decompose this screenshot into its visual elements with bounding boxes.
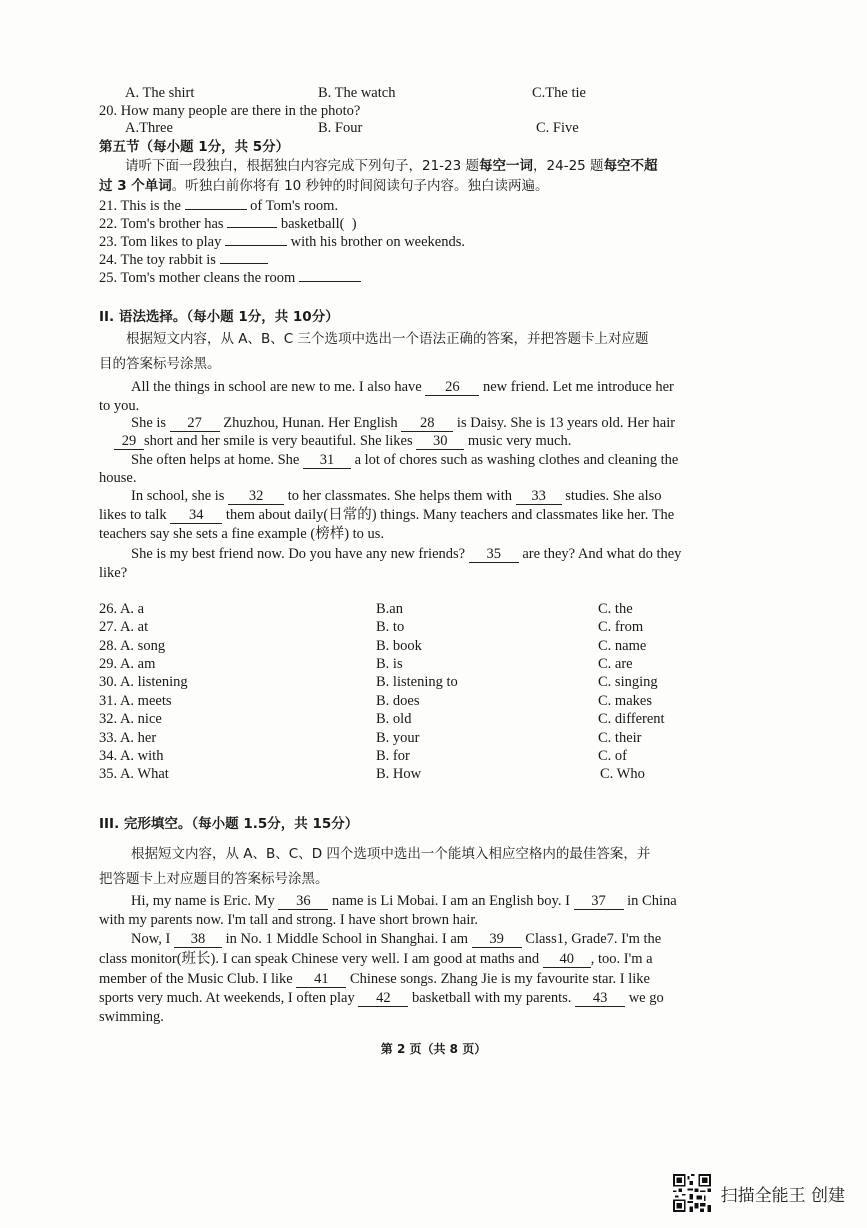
passage-p1-line1: All the things in school are new to me. I also have 26 new friend. Let me introduce her	[131, 379, 674, 395]
passage-p1-line2: to you.	[99, 398, 140, 414]
option-c[interactable]: C. from	[598, 619, 644, 635]
cloze-p2-line1: Now, I 38 in No. 1 Middle School in Shanghai. I am 39 Class1, Grade7. I'm the	[131, 931, 662, 947]
blank-31[interactable]: 31	[303, 453, 351, 469]
option-a[interactable]: 34. A. with	[99, 748, 164, 764]
option-c[interactable]: C. the	[598, 601, 633, 617]
option-b[interactable]: B. your	[376, 730, 420, 746]
option-c[interactable]: C. Who	[600, 766, 645, 782]
blank-33[interactable]: 33	[516, 489, 562, 505]
cloze-p2-line3: member of the Music Club. I like 41 Chinese songs. Zhang Jie is my favourite star. I like	[99, 971, 650, 987]
q19-option-a: A. The shirt	[125, 85, 195, 101]
blank-40[interactable]: 40	[543, 952, 591, 968]
blank-28[interactable]: 28	[401, 416, 453, 432]
blank-26[interactable]: 26	[425, 380, 479, 396]
option-a[interactable]: 28. A. song	[99, 638, 166, 654]
blank-38[interactable]: 38	[174, 932, 222, 948]
part2-title: II. 语法选择。（每小题 1分，共 10分）	[99, 309, 339, 325]
cloze-p1-line2: with my parents now. I'm tall and strong. I have short brown hair.	[99, 912, 479, 928]
passage-p2-line1: She is 27 Zhuzhou, Hunan. Her English 28 is Daisy. She is 13 years old. Her hair	[131, 415, 676, 431]
option-b[interactable]: B. is	[376, 656, 403, 672]
q19-option-b: B. The watch	[318, 85, 396, 101]
option-b[interactable]: B. book	[376, 638, 422, 654]
option-b[interactable]: B. for	[376, 748, 410, 764]
cloze-p2-line4: sports very much. At weekends, I often play 42 basketball with my parents. 43 we go	[99, 990, 664, 1006]
blank-36[interactable]: 36	[278, 894, 328, 910]
option-b[interactable]: B. to	[376, 619, 405, 635]
passage-p5-line2: like?	[99, 565, 128, 581]
option-a[interactable]: 30. A. listening	[99, 674, 188, 690]
cloze-p1-line1: Hi, my name is Eric. My 36 name is Li Mobai. I am an English boy. I 37 in China	[131, 893, 677, 909]
option-a[interactable]: 32. A. nice	[99, 711, 162, 727]
option-b[interactable]: B. does	[376, 693, 420, 709]
option-c[interactable]: C. their	[598, 730, 642, 746]
blank-42[interactable]: 42	[358, 991, 408, 1007]
watermark-text: 扫描全能王 创建	[720, 1185, 845, 1206]
section5-instruction-line1: 请听下面一段独白，根据独白内容完成下列句子，21-23 题每空一词，24-25 题每空不超	[125, 158, 658, 174]
answer-blank[interactable]	[225, 245, 287, 246]
passage-p4-line3: teachers say she sets a fine example (榜样) to us.	[99, 526, 385, 542]
q20-option-a: A.Three	[125, 120, 173, 136]
option-a[interactable]: 31. A. meets	[99, 693, 172, 709]
passage-p5-line1: She is my best friend now. Do you have any new friends? 35 are they? And what do they	[131, 546, 682, 562]
page-number: 第 2 页（共 8 页）	[380, 1042, 487, 1056]
scanner-watermark	[673, 1173, 845, 1213]
blank-27[interactable]: 27	[170, 416, 220, 432]
q20-stem: 20. How many people are there in the photo?	[99, 103, 361, 119]
option-c[interactable]: C. of	[598, 748, 627, 764]
q22-suffix: basketball( )	[280, 216, 357, 232]
answer-blank[interactable]	[227, 227, 277, 228]
part3-title: III. 完形填空。（每小题 1.5分，共 15分）	[99, 816, 359, 832]
blank-32[interactable]: 32	[228, 489, 284, 505]
passage-p3-line2: house.	[99, 470, 137, 486]
answer-blank[interactable]	[220, 263, 268, 264]
part2-instruction-line2: 目的答案标号涂黑。	[99, 356, 221, 372]
blank-30[interactable]: 30	[416, 434, 464, 450]
blank-37[interactable]: 37	[574, 894, 624, 910]
blank-35[interactable]: 35	[469, 547, 519, 563]
option-a[interactable]: 26. A. a	[99, 601, 145, 617]
blank-43[interactable]: 43	[575, 991, 625, 1007]
passage-p2-line2: 29 short and her smile is very beautiful. She likes 30 music very much.	[114, 432, 571, 450]
option-b[interactable]: B.an	[376, 601, 403, 617]
option-b[interactable]: B. listening to	[376, 674, 458, 690]
option-a[interactable]: 33. A. her	[99, 730, 157, 746]
answer-blank[interactable]	[185, 209, 247, 210]
q19-option-c: C.The tie	[532, 85, 586, 101]
part3-instruction-line2: 把答题卡上对应题目的答案标号涂黑。	[99, 871, 329, 887]
passage-p3-line1: She often helps at home. She 31 a lot of chores such as washing clothes and cleaning the	[131, 452, 679, 468]
option-c[interactable]: C. name	[598, 638, 647, 654]
cloze-p2-line5: swimming.	[99, 1009, 164, 1025]
option-b[interactable]: B. old	[376, 711, 412, 727]
blank-34[interactable]: 34	[170, 508, 222, 524]
option-a[interactable]: 29. A. am	[99, 656, 156, 672]
q24: 24. The toy rabbit is	[99, 251, 268, 269]
part2-instruction-line1: 根据短文内容，从 A、B、C 三个选项中选出一个语法正确的答案，并把答题卡上对应题	[126, 331, 649, 347]
option-c[interactable]: C. makes	[598, 693, 652, 709]
blank-41[interactable]: 41	[296, 972, 346, 988]
passage-p4-line2: likes to talk 34 them about daily(日常的) things. Many teachers and classmates like her. The	[99, 507, 675, 523]
q23: 23. Tom likes to play with his brother on weekends.	[99, 234, 465, 250]
part3-instruction-line1: 根据短文内容，从 A、B、C、D 四个选项中选出一个能填入相应空格内的最佳答案，并	[131, 846, 651, 862]
answer-blank[interactable]	[299, 281, 361, 282]
section5-title: 第五节（每小题 1分，共 5分）	[99, 139, 290, 155]
blank-39[interactable]: 39	[472, 932, 522, 948]
option-a[interactable]: 35. A. What	[99, 766, 169, 782]
q20-option-c: C. Five	[536, 120, 579, 136]
passage-p4-line1: In school, she is 32 to her classmates. She helps them with 33 studies. She also	[131, 488, 662, 504]
blank-29[interactable]: 29	[114, 434, 144, 450]
option-b[interactable]: B. How	[376, 766, 422, 782]
cloze-p2-line2: class monitor(班长). I can speak Chinese very well. I am good at maths and 40 , too. I'm a	[99, 951, 653, 967]
qr-code-icon	[673, 1174, 711, 1212]
option-c[interactable]: C. singing	[598, 674, 658, 690]
q20-option-b: B. Four	[318, 120, 363, 136]
option-a[interactable]: 27. A. at	[99, 619, 149, 635]
q25: 25. Tom's mother cleans the room	[99, 269, 361, 287]
option-c[interactable]: C. different	[598, 711, 665, 727]
section5-instruction-line2: 过 3 个单词。听独白前你将有 10 秒钟的时间阅读句子内容。独白读两遍。	[99, 178, 549, 194]
option-c[interactable]: C. are	[598, 656, 633, 672]
q21: 21. This is the of Tom's room.	[99, 198, 339, 214]
q22: 22. Tom's brother has basketball( )	[99, 216, 357, 232]
